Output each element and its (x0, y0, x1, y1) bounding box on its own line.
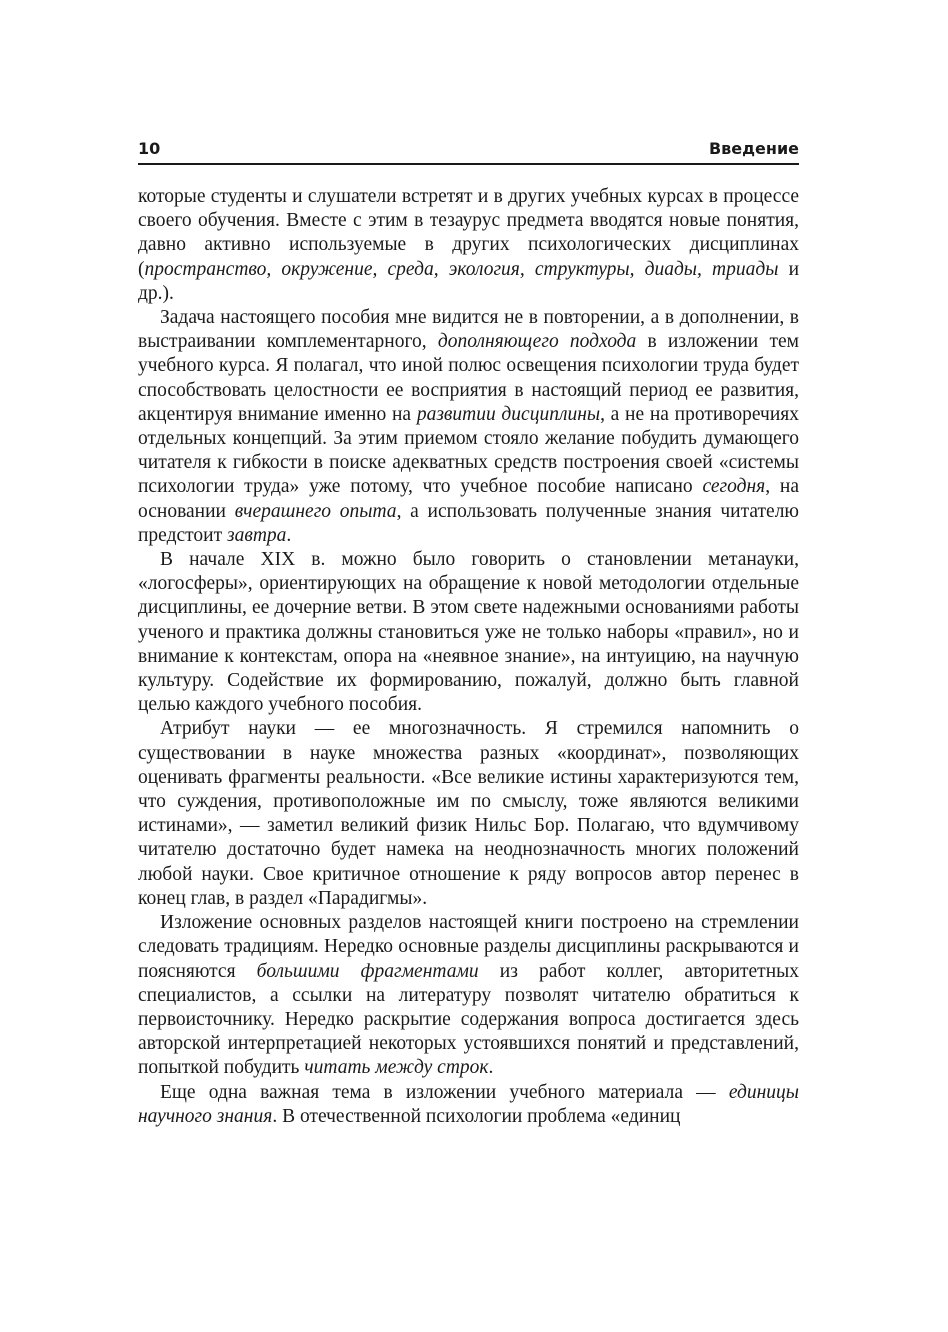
paragraph-5: Изложение основных разделов настоящей книги построено на стремлении следовать традициям. Нередко основные разделы дисциплины раскрываются и поясняются большими фрагментами из работ коллег, авторитетных специалистов, а ссылки на литературу позволят читателю обратиться к первоисточнику. Нередко раскрытие содержания вопроса достигается здесь авторской интерпретацией некоторых устоявшихся понятий и представлений, попыткой побудить читать между строк. (138, 912, 799, 1079)
section-title: Введение (708, 139, 799, 158)
paragraph-3: В начале XIX в. можно было говорить о становлении метанауки, «логосферы», ориентирующих на обращение к новой методологии отдельные дисциплины, ее дочерние ветви. В этом свете надежными основаниями работы ученого и практика должны становиться уже не только наборы «правил», но и внимание к контекстам, опора на «неявное знание», на интуицию, на научную культуру. Содействие их формированию, пожалуй, должно быть главной целью каждого учебного пособия. (138, 549, 799, 716)
paragraph-2: Задача настоящего пособия мне видится не в повторении, а в дополнении, в выстраивании комплементарного, дополняющего подхода в изложении тем учебного курса. Я полагал, что иной полюс освещения психологии труда будет способствовать целостности ее восприятия в настоящий период ее развития, акцентируя внимание именно на развитии дисциплины, а не на противоречиях отдельных концепций. За этим приемом стояло желание побудить думающего читателя к гибкости в поиске адекватных средств построения своей «системы психологии труда» уже потому, что учебное пособие написано сегодня, на основании вчерашнего опыта, а использовать полученные знания читателю предстоит завтра. (138, 307, 800, 546)
book-page (138, 138, 799, 1129)
page-number: 10 (138, 139, 161, 158)
paragraph-4: Атрибут науки — ее многозначность. Я стремился напомнить о существовании в науке множества разных «координат», позволяющих оценивать фрагменты реальности. «Все великие истины характеризуются тем, что суждения, противоположные им по смыслу, тоже являются великими истинами», — заметил великий физик Нильс Бор. Полагаю, что вдумчивому читателю достаточно будет намека на неоднозначность многих положений любой науки. Свое критичное отношение к ряду вопросов автор перенес в конец глав, в раздел «Парадигмы». (138, 718, 799, 909)
paragraph-6: Еще одна важная тема в изложении учебного материала — единицы научного знания. В отечественной психологии проблема «единиц (138, 1081, 799, 1127)
body-text (138, 185, 799, 1129)
italic-terms: пространство, окружение, среда, экология, структуры, диады, триады (144, 258, 779, 280)
paragraph-1: которые студенты и слушатели встретят и в других учебных курсах в процессе своего обучения. Вместе с этим в тезаурус предмета вводятся новые понятия, давно активно используемые в других психологических дисциплинах (пространство, окружение, среда, экология, структуры, диады, триады и др.). (138, 186, 800, 304)
running-header (138, 138, 799, 165)
